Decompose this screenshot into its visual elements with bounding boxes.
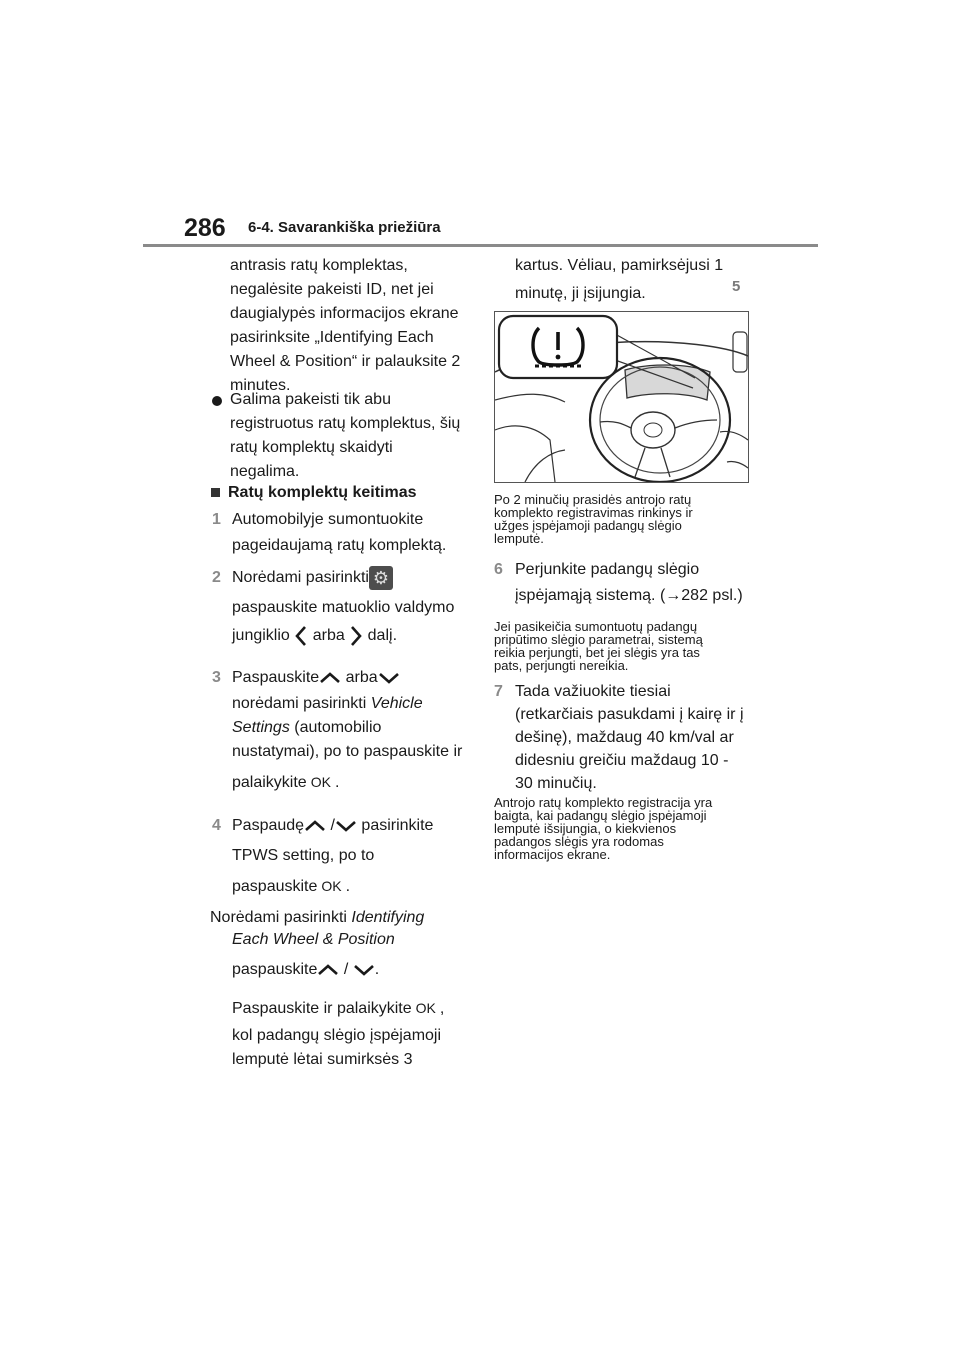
figure-caption	[494, 493, 693, 545]
text-line: minutes.	[230, 377, 291, 394]
text-line: komplekto registravimas rinkinys ir	[494, 505, 693, 520]
text-line: lemputė lėtai sumirksės 3	[232, 1051, 413, 1068]
text-line: jungiklio arba dalį.	[232, 624, 397, 648]
text-line: lemputė išsijungia, o kiekvienos	[494, 821, 677, 836]
text-line: palaikykite OK .	[232, 774, 340, 791]
dashboard-illustration	[494, 311, 749, 483]
text-line: reikia perjungti, bet jei slėgis yra tas	[494, 645, 700, 660]
section-title: 6-4. Savarankiška priežiūra	[248, 219, 441, 236]
text-line: užges įspėjamoji padangų slėgio	[494, 518, 682, 533]
text-line: daugialypės informacijos ekrane	[230, 305, 459, 322]
text-line: dešinę), maždaug 40 km/val ar	[515, 729, 734, 746]
text-line: 30 minučių.	[515, 775, 597, 792]
step-text	[232, 508, 446, 558]
text-line: Antrojo ratų komplekto registracija yra	[494, 795, 713, 810]
step-number: 7	[494, 683, 503, 700]
text-line: registruotus ratų komplektus, šių	[230, 415, 461, 432]
note-text	[494, 620, 703, 672]
text-line: Norėdami pasirinkti	[232, 569, 369, 587]
text-line: kol padangų slėgio įspėjamoji	[232, 1027, 442, 1044]
text-line: pageidaujamą ratų komplektą.	[232, 537, 447, 554]
bullet-icon	[212, 396, 222, 406]
chapter-tab-number: 5	[732, 278, 741, 295]
bullet-text	[230, 388, 460, 484]
square-bullet-icon	[211, 488, 220, 497]
text-line: Paspaudę / pasirinkite	[232, 817, 434, 834]
text-line: nustatymai), po to paspauskite ir	[232, 743, 463, 760]
continued-text	[230, 254, 460, 398]
ok-button-icon: OK	[310, 774, 331, 790]
text-line: antrasis ratų komplektas,	[230, 257, 408, 274]
chevron-up-icon	[319, 671, 341, 685]
text-line: paspauskite OK .	[232, 878, 351, 895]
text-line: Paspauskite arba	[232, 666, 400, 690]
text-line: (retkarčiais pasukdami į kairę ir į	[515, 706, 744, 723]
step-number: 3	[212, 669, 221, 686]
step-number: 1	[212, 511, 221, 528]
step-text	[515, 558, 743, 608]
step-text	[232, 566, 393, 590]
step-number: 6	[494, 561, 503, 578]
text-line: Automobilyje sumontuokite	[232, 511, 424, 528]
text-line: negalima.	[230, 463, 300, 480]
subsection-heading: Ratų komplektų keitimas	[228, 484, 417, 501]
text-line: lemputė.	[494, 531, 544, 546]
chevron-up-icon	[317, 963, 339, 977]
text-line: Po 2 minučių prasidės antrojo ratų	[494, 492, 692, 507]
text-line: Norėdami pasirinkti Identifying	[210, 909, 425, 926]
chevron-up-icon	[304, 819, 326, 833]
step-number: 2	[212, 569, 221, 586]
gear-icon: ⚙	[369, 566, 393, 590]
text-line: paspauskite matuoklio valdymo	[232, 599, 455, 616]
step-text	[515, 680, 744, 795]
text-line: kartus. Vėliau, pamirksėjusi 1	[515, 257, 724, 274]
text-line: pats, perjungti nereikia.	[494, 658, 629, 673]
chevron-left-icon	[294, 625, 308, 647]
note-text	[494, 796, 712, 861]
chevron-down-icon	[378, 671, 400, 685]
text-line: Jei pasikeičia sumontuotų padangų	[494, 619, 698, 634]
text-line: pripūtimo slėgio parametrai, sistemą	[494, 632, 703, 647]
page-number: 286	[184, 214, 226, 242]
chevron-right-icon	[349, 625, 363, 647]
chevron-down-icon	[335, 819, 357, 833]
step-number: 4	[212, 817, 221, 834]
text-line: įspėjamąją sistemą. (→282 psl.)	[515, 587, 743, 604]
text-line: Settings (automobilio	[232, 719, 382, 736]
text-line: Galima pakeisti tik abu	[230, 391, 391, 408]
text-line: TPWS setting, po to	[232, 847, 375, 864]
text-line: pasirinksite „Identifying Each	[230, 329, 434, 346]
chevron-down-icon	[353, 963, 375, 977]
text-line: norėdami pasirinkti Vehicle	[232, 695, 423, 712]
text-line: Wheel & Position“ ir palauksite 2	[230, 353, 461, 370]
text-line: minutę, ji įsijungia.	[515, 285, 646, 302]
text-line: didesniu greičiu maždaug 10 -	[515, 752, 729, 769]
text-line: baigta, kai padangų slėgio įspėjamoji	[494, 808, 707, 823]
text-line: ratų komplektų skaidyti	[230, 439, 393, 456]
text-line: informacijos ekrane.	[494, 847, 611, 862]
ok-button-icon: OK	[415, 1000, 436, 1016]
text-line: padangos slėgis yra rodomas	[494, 834, 664, 849]
text-line: Each Wheel & Position	[232, 931, 395, 948]
text-line: Tada važiuokite tiesiai	[515, 683, 671, 700]
text-line: Paspauskite ir palaikykite OK ,	[232, 1000, 445, 1017]
ok-button-icon: OK	[321, 878, 342, 894]
text-line: paspauskite / .	[232, 961, 380, 978]
header-rule	[143, 244, 818, 247]
text-line: negalėsite pakeisti ID, net jei	[230, 281, 434, 298]
text-line: Perjunkite padangų slėgio	[515, 561, 700, 578]
steering-wheel-warning-light-figure	[495, 312, 748, 482]
continued-text	[515, 254, 723, 306]
